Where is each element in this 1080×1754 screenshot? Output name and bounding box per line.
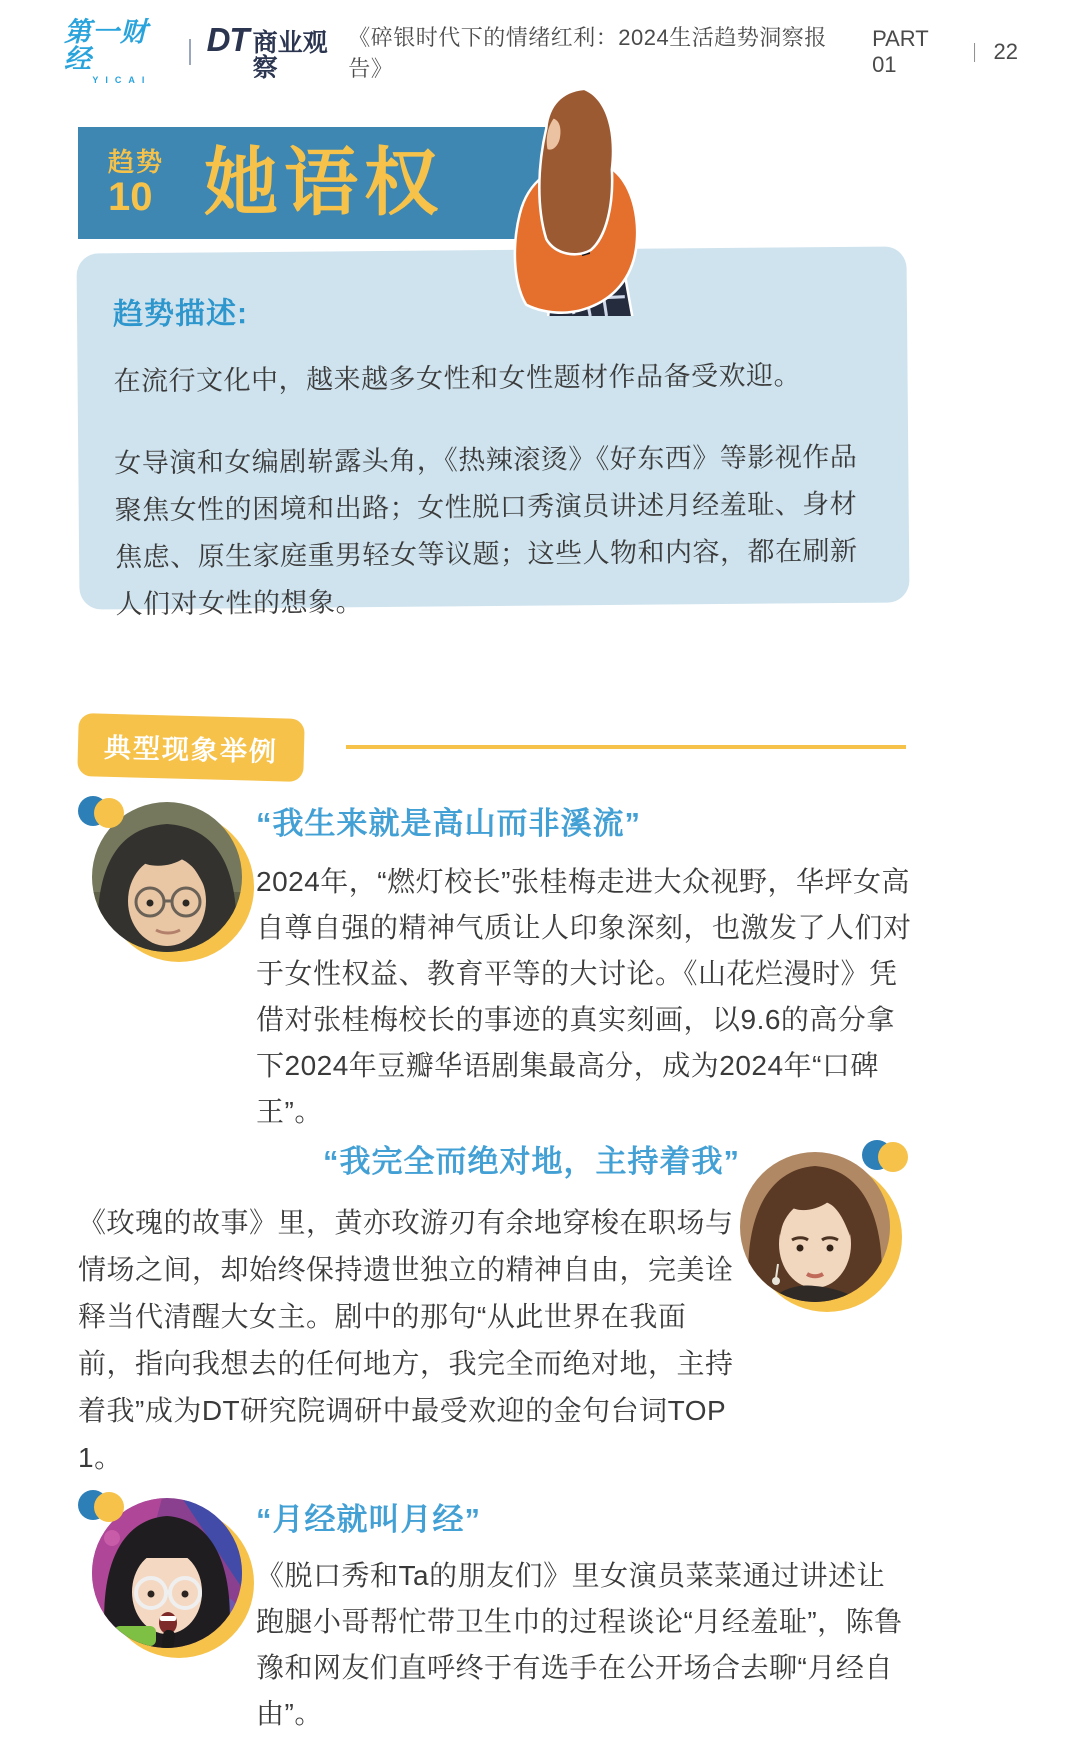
example-1 [78, 790, 912, 1135]
two-circles-icon [862, 1140, 908, 1172]
page-separator: | [973, 40, 977, 63]
example-2 [78, 1122, 908, 1481]
page-number: 22 [993, 39, 1018, 64]
part-label: PART 01 [872, 26, 929, 77]
logo-divider [189, 39, 191, 65]
logo-group [64, 19, 348, 85]
yicai-logo-subtext: YICAI [92, 75, 152, 85]
description-heading: 趋势描述: [112, 297, 249, 332]
dt-logo-suffix: 商业观察 [252, 29, 328, 82]
dt-business-logo [207, 23, 349, 81]
yellow-circle-icon [94, 1492, 124, 1522]
trend-label: 趋势 [108, 147, 165, 177]
examples-badge: 典型现象举例 [77, 713, 305, 782]
trend-number-block [108, 149, 164, 217]
trend-number: 10 [108, 175, 153, 219]
portrait-photo [740, 1152, 890, 1302]
description-paragraph-2: 女导演和女编剧崭露头角，《热辣滚烫》《好东西》等影视作品聚焦女性的困境和出路；女性脱口秀演员讲述月经羞耻、身材焦虑、原生家庭重男轻女等议题；这些人物和内容，都在刷新人们对女性的想象。 [114, 441, 858, 620]
yellow-circle-icon [878, 1142, 908, 1172]
page-header [64, 17, 1018, 85]
two-circles-icon [78, 796, 124, 828]
yicai-logo [64, 19, 173, 85]
example-2-photo [740, 1152, 890, 1302]
example-1-body: 2024年，“燃灯校长”张桂梅走进大众视野，华坪女高自尊自强的精神气质让人印象深刻，也激发了人们对于女性权益、教育平等的大讨论。《山花烂漫时》凭借对张桂梅校长的事迹的真实刻画，以9.6的高分拿下2024年豆瓣华语剧集最高分，成为2024年“口碑王”。 [256, 866, 912, 1127]
examples-badge-line [346, 745, 906, 749]
example-3 [78, 1478, 908, 1737]
two-circles-icon [78, 1490, 124, 1522]
dt-logo-prefix: DT [206, 21, 249, 58]
description-paragraph-1: 在流行文化中，越来越多女性和女性题材作品备受欢迎。 [113, 360, 802, 397]
example-1-title: “我生来就是高山而非溪流” [256, 806, 641, 841]
portrait-illustration [740, 1152, 890, 1302]
hero-woman-illustration [490, 84, 664, 316]
example-2-title: “我完全而绝对地，主持着我” [323, 1144, 740, 1179]
yicai-logo-text: 第一财经 [64, 17, 148, 74]
trend-title: 她语权 [204, 141, 445, 224]
yellow-circle-icon [94, 798, 124, 828]
example-2-body: 《玫瑰的故事》里，黄亦玫游刃有余地穿梭在职场与情场之间，却始终保持遗世独立的精神自由，完美诠释当代清醒大女主。剧中的那句“从此世界在我面前，指向我想去的任何地方，我完全而绝对地，主持着我”成为DT研究院调研中最受欢迎的金句台词TOP 1。 [78, 1207, 734, 1473]
example-3-title: “月经就叫月经” [256, 1502, 481, 1537]
hero-woman-photo [490, 84, 664, 316]
header-meta [348, 21, 1018, 83]
report-title: 《碎银时代下的情绪红利：2024生活趋势洞察报告》 [348, 25, 827, 81]
example-3-body: 《脱口秀和Ta的朋友们》里女演员菜菜通过讲述让跑腿小哥帮忙带卫生巾的过程谈论“月经羞耻”，陈鲁豫和网友们直呼终于有选手在公开场合去聊“月经自由”。 [256, 1560, 903, 1729]
